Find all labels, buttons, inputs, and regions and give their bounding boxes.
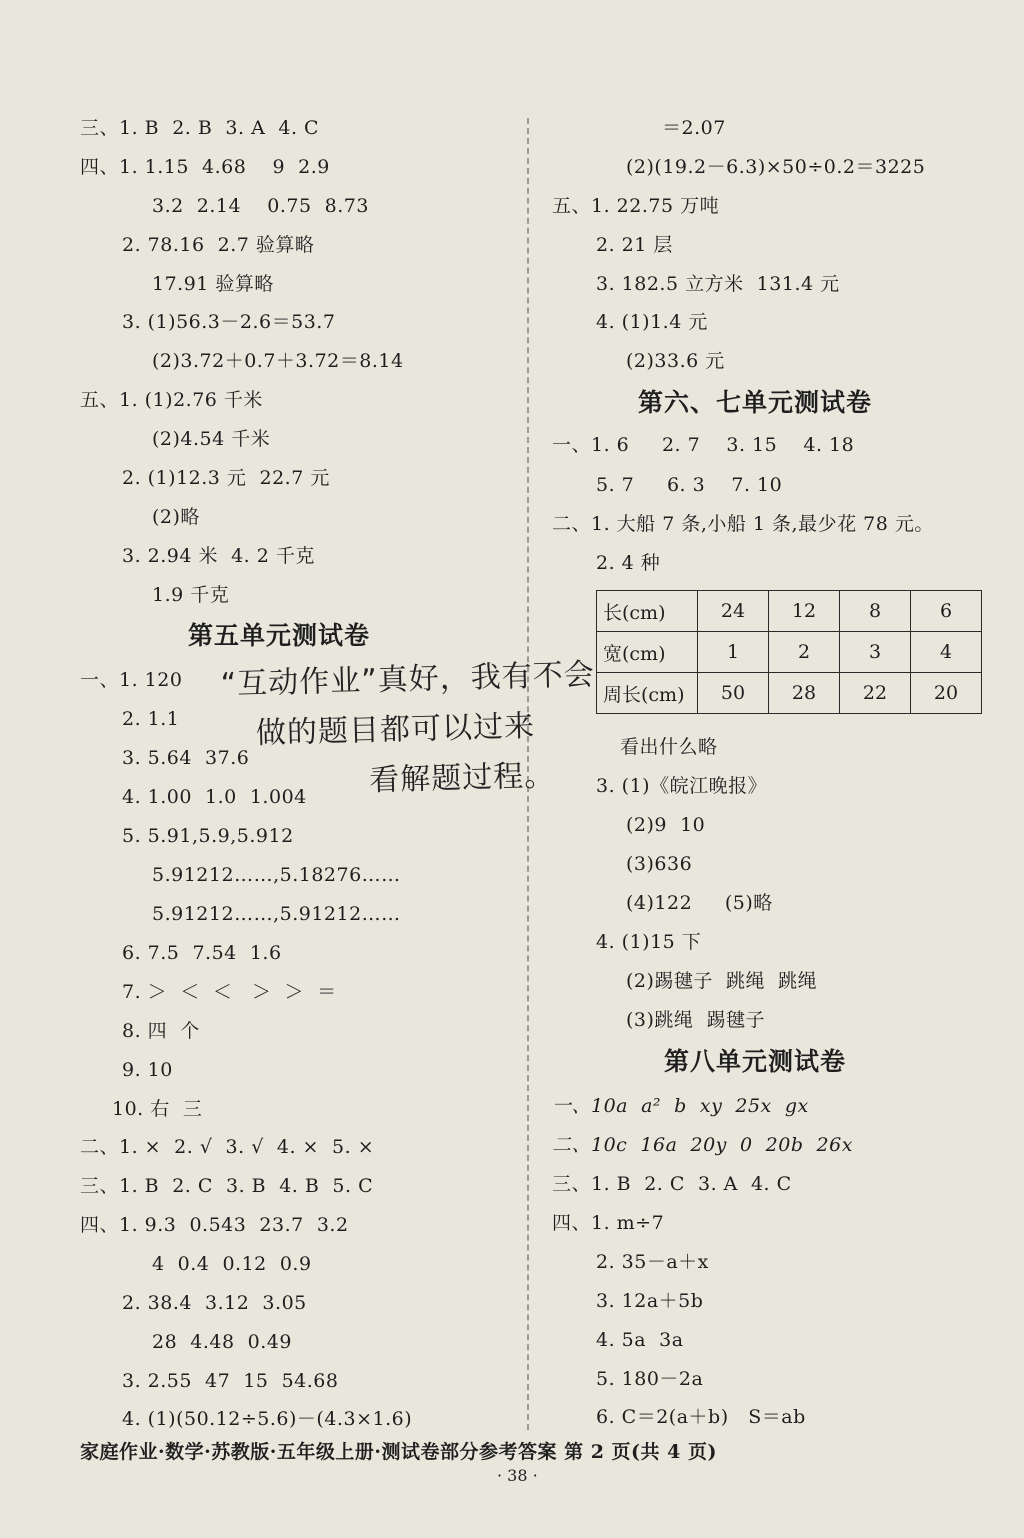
- answer-line: 5. 180－2a: [596, 1368, 704, 1390]
- table-cell: 2: [769, 632, 840, 673]
- answer-line: (3)跳绳 踢毽子: [626, 1009, 765, 1031]
- table-row-label: 宽(cm): [597, 632, 698, 673]
- answer-line: 3. 5.64 37.6: [122, 747, 250, 769]
- answer-line: 四、1. 9.3 0.543 23.7 3.2: [80, 1214, 349, 1236]
- answer-line: 6. C＝2(a＋b) S＝ab: [596, 1406, 806, 1428]
- answer-line: 五、1. (1)2.76 千米: [80, 389, 263, 411]
- table-cell: 8: [840, 591, 911, 632]
- page-footer: 家庭作业·数学·苏教版·五年级上册·测试卷部分参考答案 第 2 页(共 4 页): [80, 1441, 717, 1463]
- answer-line: 一、1. 6 2. 7 3. 15 4. 18: [552, 434, 855, 456]
- answer-line: ＝2.07: [662, 117, 726, 139]
- handwritten-note-line: 做的题目都可以过来: [255, 708, 536, 752]
- answer-line: (2)(19.2－6.3)×50÷0.2＝3225: [626, 156, 926, 178]
- answer-line: 3. (1)《皖江晚报》: [596, 775, 768, 797]
- table-row: [597, 632, 982, 673]
- answer-line: 3. 2.94 米 4. 2 千克: [122, 545, 315, 567]
- answer-line: 6. 7.5 7.54 1.6: [122, 942, 282, 964]
- answer-line: (2)3.72＋0.7＋3.72＝8.14: [152, 350, 404, 372]
- answer-line: 3. (1)56.3－2.6＝53.7: [122, 311, 336, 333]
- page-number: · 38 ·: [497, 1466, 538, 1485]
- answer-line: 8. 四 个: [122, 1020, 200, 1042]
- handwritten-note-line: “互动作业”真好，我有不会: [220, 657, 596, 703]
- answer-line: 三、1. B 2. C 3. B 4. B 5. C: [80, 1175, 374, 1197]
- answer-line: 2. 38.4 3.12 3.05: [122, 1292, 307, 1314]
- answer-line: 2. 35－a＋x: [596, 1251, 709, 1273]
- table-cell: 6: [911, 591, 982, 632]
- answer-line: 3.2 2.14 0.75 8.73: [152, 195, 369, 217]
- table-cell: 20: [911, 673, 982, 714]
- table-cell: 22: [840, 673, 911, 714]
- answer-line: 4. (1)1.4 元: [596, 311, 708, 333]
- table-row-label: 周长(cm): [597, 673, 698, 714]
- section-title-unit6-7: 第六、七单元测试卷: [638, 388, 873, 417]
- answer-line: 五、1. 22.75 万吨: [552, 195, 720, 217]
- answer-line: 4 0.4 0.12 0.9: [152, 1253, 312, 1275]
- answer-line: (2)33.6 元: [626, 350, 725, 372]
- answer-line: 7. ＞ ＜ ＜ ＞ ＞ ＝: [122, 981, 337, 1003]
- answer-line: 看出什么略: [620, 736, 718, 758]
- answer-line: (4)122 (5)略: [626, 892, 773, 914]
- answer-line: (2)9 10: [626, 814, 706, 836]
- answer-line: 2. 78.16 2.7 验算略: [122, 234, 315, 256]
- dimensions-table: [596, 590, 982, 714]
- table-row: [597, 673, 982, 714]
- section-title-unit8: 第八单元测试卷: [664, 1047, 847, 1076]
- table-cell: 28: [769, 673, 840, 714]
- answer-line: 5.91212……,5.18276……: [152, 864, 401, 886]
- answer-line: 9. 10: [122, 1059, 173, 1081]
- table-cell: 50: [698, 673, 769, 714]
- answer-line: 5. 7 6. 3 7. 10: [596, 474, 783, 496]
- answer-line: (2)踢毽子 跳绳 跳绳: [626, 970, 818, 992]
- table-row-label: 长(cm): [597, 591, 698, 632]
- answer-line: 3. 12a＋5b: [596, 1290, 704, 1312]
- answer-line: 四、1. m÷7: [552, 1212, 665, 1234]
- answer-line: 一、1. 120: [80, 669, 183, 691]
- table-row: [597, 591, 982, 632]
- answer-line: 4. 1.00 1.0 1.004: [122, 786, 307, 808]
- answer-line: 4. 5a 3a: [596, 1329, 684, 1351]
- section-title-unit5: 第五单元测试卷: [188, 621, 371, 650]
- answer-line: 3. 182.5 立方米 131.4 元: [596, 273, 840, 295]
- answer-line: 4. (1)(50.12÷5.6)－(4.3×1.6): [122, 1408, 413, 1430]
- answer-line: (2)略: [152, 506, 200, 528]
- answer-line: 四、1. 1.15 4.68 9 2.9: [80, 156, 330, 178]
- table-cell: 4: [911, 632, 982, 673]
- answer-line: 二、1. × 2. √ 3. √ 4. × 5. ×: [80, 1136, 375, 1158]
- answer-line: 3. 2.55 47 15 54.68: [122, 1370, 339, 1392]
- answer-line: 4. (1)15 下: [596, 931, 702, 953]
- handwritten-note: [220, 652, 596, 810]
- answer-line: 5. 5.91,5.9,5.912: [122, 825, 294, 847]
- answer-line: 2. 1.1: [122, 708, 180, 730]
- answer-line: 2. 21 层: [596, 234, 673, 256]
- answer-line: 28 4.48 0.49: [152, 1331, 292, 1353]
- table-cell: 24: [698, 591, 769, 632]
- answer-line: 10. 右 三: [112, 1098, 203, 1120]
- answer-line: (2)4.54 千米: [152, 428, 271, 450]
- answer-line: 三、1. B 2. B 3. A 4. C: [80, 117, 320, 139]
- answer-line: 二、1. 大船 7 条,小船 1 条,最少花 78 元。: [552, 513, 934, 535]
- table-cell: 3: [840, 632, 911, 673]
- answer-line: 1.9 千克: [152, 584, 230, 606]
- answer-line: 二、10c 16a 20y 0 20b 26x: [552, 1134, 853, 1156]
- answer-line: 三、1. B 2. C 3. A 4. C: [552, 1173, 792, 1195]
- answer-line: 5.91212……,5.91212……: [152, 903, 401, 925]
- table-cell: 12: [769, 591, 840, 632]
- answer-line: 2. (1)12.3 元 22.7 元: [122, 467, 330, 489]
- handwritten-note-line: 看解题过程。: [368, 758, 556, 799]
- answer-line: 一、10a a² b xy 25x gx: [552, 1095, 809, 1117]
- answer-line: 17.91 验算略: [152, 273, 274, 295]
- answer-line: (3)636: [626, 853, 693, 875]
- table-cell: 1: [698, 632, 769, 673]
- answer-line: 2. 4 种: [596, 552, 661, 574]
